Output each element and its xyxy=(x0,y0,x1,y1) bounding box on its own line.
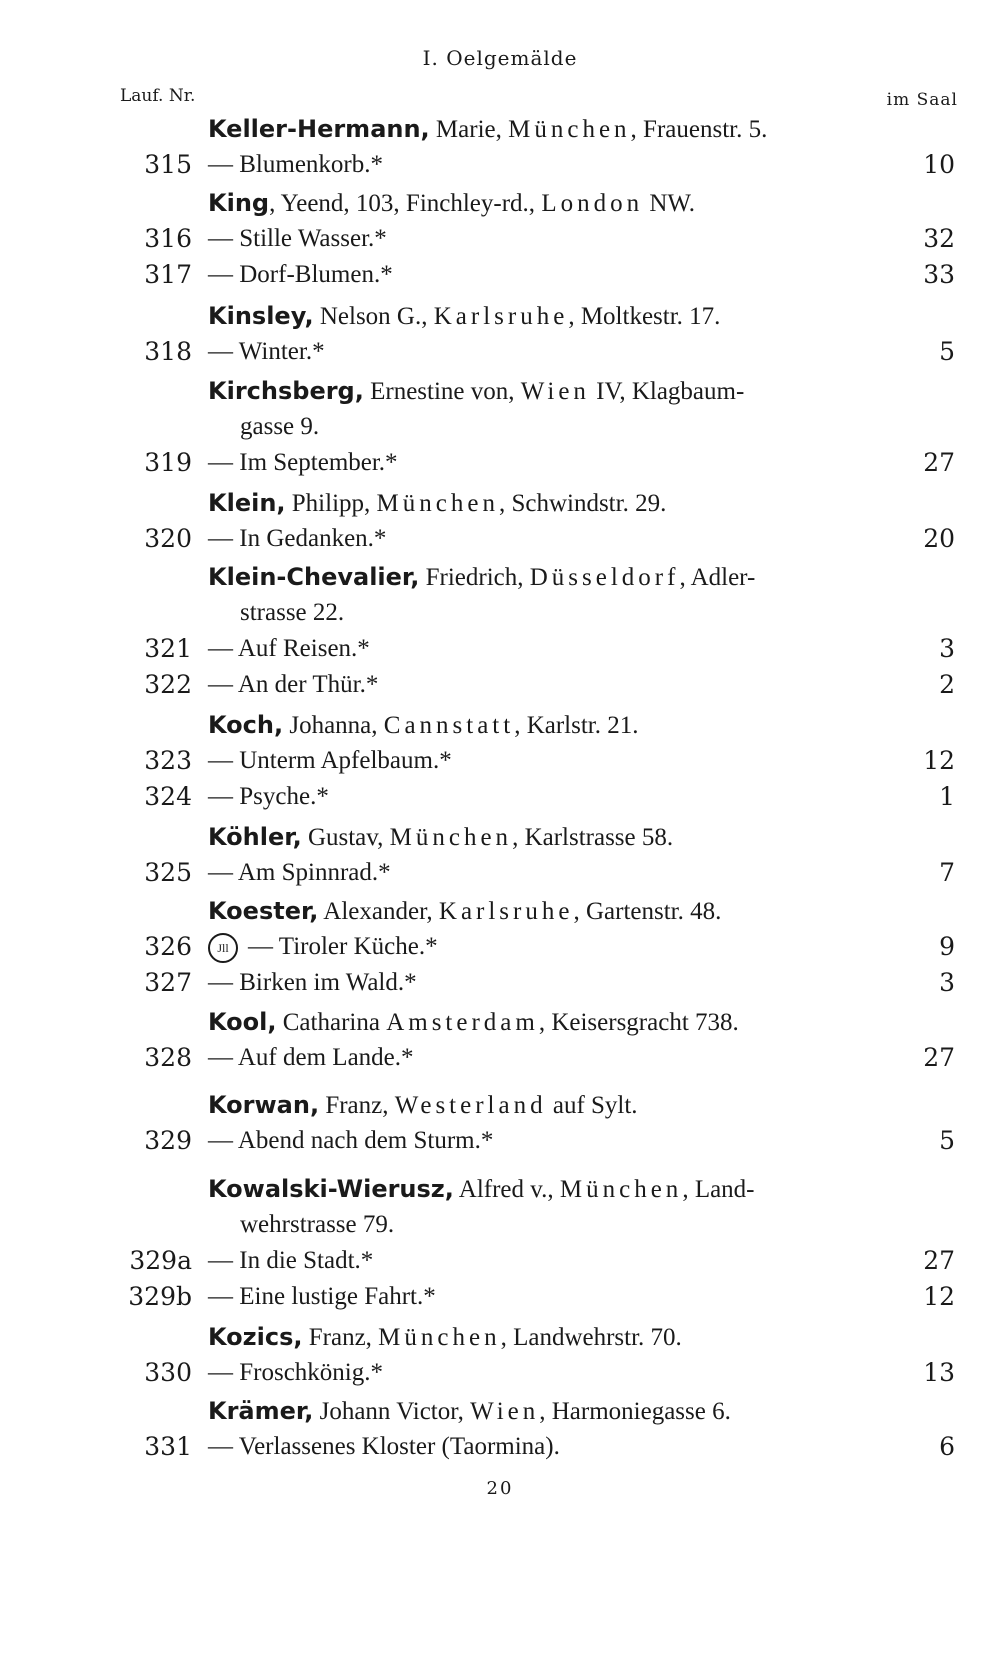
artist-address: Alexander, xyxy=(318,898,439,925)
room-number: 13 xyxy=(923,1358,955,1387)
artist-name: Kozics, xyxy=(208,1323,303,1351)
work-title: — Abend nach dem Sturm.* xyxy=(208,1127,494,1154)
work-title: — Im September.* xyxy=(208,449,398,476)
artist-address: Gustav, xyxy=(301,824,390,851)
room-number: 32 xyxy=(923,224,955,253)
work-number: 320 xyxy=(144,524,192,553)
work-number: 329b xyxy=(128,1282,192,1311)
room-number: 9 xyxy=(939,932,955,961)
work-title: — Froschkönig.* xyxy=(208,1359,383,1386)
artist-address: Philipp, xyxy=(285,490,377,517)
artist-city: Düsseldorf xyxy=(529,564,680,591)
artist-name: Klein, xyxy=(208,489,286,517)
room-number: 12 xyxy=(923,1282,955,1311)
artist-address: , Gartenstr. 48. xyxy=(573,898,722,925)
work-number: 329a xyxy=(129,1246,192,1275)
work-number: 315 xyxy=(144,150,192,179)
artist-city: Karlsruhe xyxy=(438,898,574,925)
column-header-number: Lauf. Nr. xyxy=(120,86,196,106)
work-title: — Eine lustige Fahrt.* xyxy=(208,1283,436,1310)
artist-entry xyxy=(208,1003,739,1041)
room-number: 27 xyxy=(923,1043,955,1072)
work-title: — In die Stadt.* xyxy=(208,1247,374,1274)
artist-city: München xyxy=(376,490,499,517)
artist-address: auf Sylt. xyxy=(546,1092,638,1119)
work-number: 325 xyxy=(144,858,192,887)
work-number: 326 xyxy=(144,932,192,961)
room-number: 3 xyxy=(939,634,955,663)
artist-name: Koester, xyxy=(208,897,319,925)
work-number: 319 xyxy=(144,448,192,477)
artist-address: Franz, xyxy=(319,1092,395,1119)
artist-name: Köhler, xyxy=(208,823,302,851)
room-number: 2 xyxy=(939,670,955,699)
artist-address-continued: gasse 9. xyxy=(240,413,320,440)
work-title: — Verlassenes Kloster (Taormina). xyxy=(208,1433,560,1460)
artist-entry xyxy=(208,1086,638,1124)
work-number: 321 xyxy=(144,634,192,663)
work-title: — Dorf-Blumen.* xyxy=(208,261,393,288)
work-title: — Birken im Wald.* xyxy=(208,969,417,996)
artist-address: Friedrich, xyxy=(419,564,530,591)
artist-name: Krämer, xyxy=(208,1397,314,1425)
work-title: — An der Thür.* xyxy=(208,671,379,698)
work-number: 331 xyxy=(144,1432,192,1461)
work-title: — Stille Wasser.* xyxy=(208,225,387,252)
artist-city: London xyxy=(541,190,644,217)
artist-city: München xyxy=(508,116,631,143)
work-title: — Auf dem Lande.* xyxy=(208,1044,414,1071)
work-title: — Auf Reisen.* xyxy=(208,635,370,662)
work-title: — Blumenkorb.* xyxy=(208,151,383,178)
work-title-with-badge xyxy=(208,928,438,966)
room-number: 3 xyxy=(939,968,955,997)
artist-address: Johanna, xyxy=(283,712,384,739)
artist-name: Kowalski-Wierusz, xyxy=(208,1175,454,1203)
artist-entry xyxy=(208,706,639,744)
artist-name: King xyxy=(208,189,270,217)
artist-address: , Karlstrasse 58. xyxy=(512,824,674,851)
artist-entry xyxy=(208,110,767,148)
work-number: 317 xyxy=(144,260,192,289)
artist-address: , Harmoniegasse 6. xyxy=(539,1398,731,1425)
artist-entry xyxy=(208,892,721,930)
artist-name: Kool, xyxy=(208,1008,277,1036)
room-number: 10 xyxy=(923,150,955,179)
work-number: 327 xyxy=(144,968,192,997)
artist-address: Nelson G., xyxy=(313,303,434,330)
room-number: 1 xyxy=(939,782,955,811)
work-number: 318 xyxy=(144,337,192,366)
work-title: — Tiroler Küche.* xyxy=(248,933,438,960)
artist-address: Johann Victor, xyxy=(313,1398,471,1425)
artist-address-continued: strasse 22. xyxy=(240,599,345,626)
room-number: 33 xyxy=(923,260,955,289)
artist-entry xyxy=(208,372,744,410)
artist-city: Wien xyxy=(520,378,590,405)
room-number: 7 xyxy=(939,858,955,887)
artist-address: IV, Klagbaum- xyxy=(589,378,745,405)
artist-city: München xyxy=(378,1324,501,1351)
work-number: 330 xyxy=(144,1358,192,1387)
illustration-badge-icon: Jll xyxy=(208,933,238,963)
artist-address: , Yeend, 103, Finchley-rd., xyxy=(269,190,542,217)
work-number: 316 xyxy=(144,224,192,253)
artist-address: , Frauenstr. 5. xyxy=(630,116,768,143)
work-title: — Unterm Apfelbaum.* xyxy=(208,747,452,774)
artist-entry xyxy=(208,818,673,856)
artist-entry xyxy=(208,1392,731,1430)
artist-name: Korwan, xyxy=(208,1091,320,1119)
work-number: 328 xyxy=(144,1043,192,1072)
room-number: 5 xyxy=(939,1126,955,1155)
room-number: 5 xyxy=(939,337,955,366)
artist-name: Kinsley, xyxy=(208,302,314,330)
room-number: 27 xyxy=(923,1246,955,1275)
artist-address: Catharina xyxy=(276,1009,387,1036)
artist-city: München xyxy=(389,824,513,851)
work-number: 329 xyxy=(144,1126,192,1155)
work-title: — Winter.* xyxy=(208,338,325,365)
artist-entry xyxy=(208,1318,682,1356)
artist-address: , Landwehrstr. 70. xyxy=(500,1324,682,1351)
artist-address: Marie, xyxy=(429,116,509,143)
artist-city: München xyxy=(559,1176,683,1203)
artist-city: Cannstatt xyxy=(383,712,515,739)
artist-entry xyxy=(208,297,720,335)
artist-city: Karlsruhe xyxy=(433,303,569,330)
artist-entry xyxy=(208,184,695,222)
room-number: 20 xyxy=(923,524,955,553)
artist-address-continued: wehrstrasse 79. xyxy=(240,1211,395,1238)
artist-name: Kirchsberg, xyxy=(208,377,364,405)
artist-address: , Moltkestr. 17. xyxy=(568,303,721,330)
artist-entry xyxy=(208,1170,755,1208)
artist-address: Ernestine von, xyxy=(363,378,521,405)
artist-entry xyxy=(208,558,755,596)
artist-address: , Schwindstr. 29. xyxy=(498,490,667,517)
artist-city: Wien xyxy=(470,1398,540,1425)
artist-name: Keller-Hermann, xyxy=(208,115,430,143)
room-number: 27 xyxy=(923,448,955,477)
artist-address: Alfred v., xyxy=(453,1176,560,1203)
page-number: 20 xyxy=(486,1478,514,1499)
artist-city: Amsterdam xyxy=(386,1009,539,1036)
work-title: — In Gedanken.* xyxy=(208,525,387,552)
artist-city: Westerland xyxy=(394,1092,547,1119)
room-number: 12 xyxy=(923,746,955,775)
artist-address: , Land- xyxy=(682,1176,755,1203)
artist-address: , Keisersgracht 738. xyxy=(538,1009,739,1036)
work-number: 324 xyxy=(144,782,192,811)
room-number: 6 xyxy=(939,1432,955,1461)
artist-entry xyxy=(208,484,666,522)
artist-name: Koch, xyxy=(208,711,284,739)
artist-address: NW. xyxy=(643,190,695,217)
work-title: — Am Spinnrad.* xyxy=(208,859,391,886)
section-title: I. Oelgemälde xyxy=(422,46,578,70)
work-number: 322 xyxy=(144,670,192,699)
artist-address: , Karlstr. 21. xyxy=(514,712,639,739)
artist-address: , Adler- xyxy=(679,564,756,591)
artist-name: Klein-Chevalier, xyxy=(208,563,420,591)
work-title: — Psyche.* xyxy=(208,783,329,810)
artist-address: Franz, xyxy=(302,1324,379,1351)
work-number: 323 xyxy=(144,746,192,775)
column-header-room: im Saal xyxy=(886,90,958,110)
